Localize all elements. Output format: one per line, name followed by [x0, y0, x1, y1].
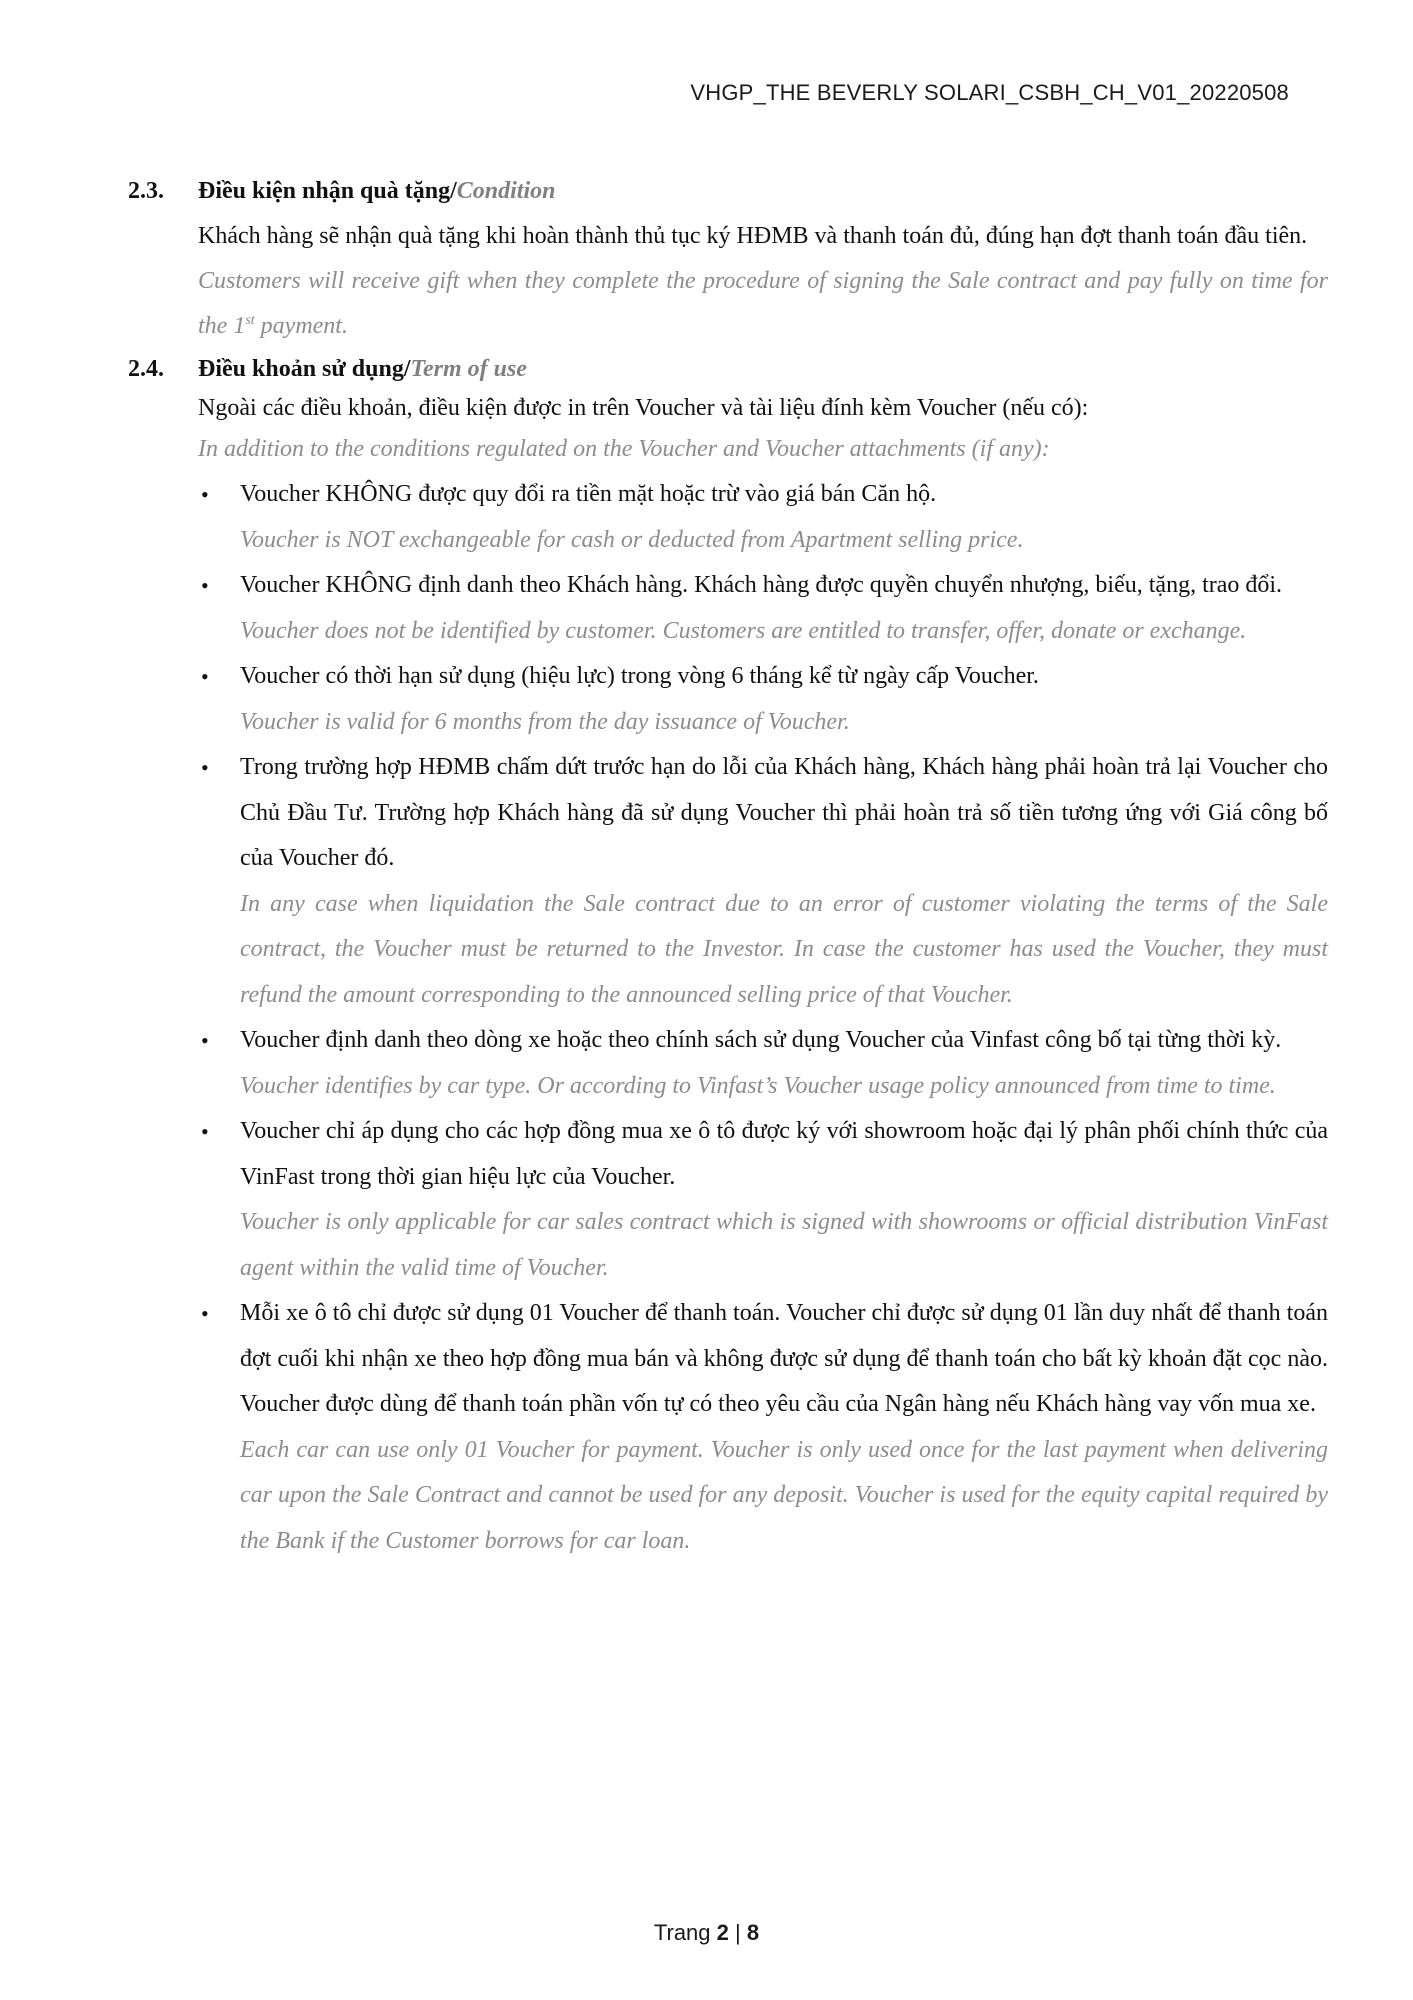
section-title-vi: Điều khoản sử dụng/ — [198, 356, 411, 382]
list-item-text-en: Each car can use only 01 Voucher for payment. Voucher is only used once for the last payment when delivering car upon the Sale Contract and cannot be used for any deposit. Voucher is used for the equity capital required by the Bank if the Customer borrows for car loan. — [240, 1436, 1328, 1554]
list-item-text-vi: Voucher KHÔNG được quy đổi ra tiền mặt hoặc trừ vào giá bán Căn hộ. — [240, 481, 937, 507]
document-code-header: VHGP_THE BEVERLY SOLARI_CSBH_CH_V01_20220508 — [690, 80, 1289, 105]
page-separator: | — [728, 1920, 747, 1945]
section-2-3-paragraph-vi: Khách hàng sẽ nhận quà tặng khi hoàn thành thủ tục ký HĐMB và thanh toán đủ, đúng hạn đợt thanh toán đầu tiên. — [198, 223, 1308, 249]
list-item-text-vi: Trong trường hợp HĐMB chấm dứt trước hạn do lỗi của Khách hàng, Khách hàng phải hoàn trả lại Voucher cho Chủ Đầu Tư. Trường hợp Khách hàng đã sử dụng Voucher thì phải hoàn trả số tiền tương ứng với Giá công bố của Voucher đó. — [240, 754, 1328, 871]
paragraph-en-text-end: payment. — [254, 313, 348, 339]
bullet-icon: • — [201, 1119, 209, 1144]
bullet-icon: • — [201, 1028, 209, 1053]
list-item — [201, 1018, 1328, 1109]
section-title-vi: Điều kiện nhận quà tặng/ — [198, 178, 457, 204]
section-2-4-intro-vi: Ngoài các điều khoản, điều kiện được in trên Voucher và tài liệu đính kèm Voucher (nếu có): — [198, 395, 1089, 421]
list-item — [201, 563, 1328, 654]
page-total-number: 8 — [746, 1920, 760, 1945]
list-item-text-vi: Mỗi xe ô tô chỉ được sử dụng 01 Voucher để thanh toán. Voucher chỉ được sử dụng 01 lần duy nhất để thanh toán đợt cuối khi nhận xe theo hợp đồng mua bán và không được sử dụng để thanh toán cho bất kỳ khoản đặt cọc nào. Voucher được dùng để thanh toán phần vốn tự có theo yêu cầu của Ngân hàng nếu Khách hàng vay vốn mua xe. — [240, 1300, 1328, 1417]
bullet-icon: • — [201, 755, 209, 780]
list-item-text-en: In any case when liquidation the Sale contract due to an error of customer violating the terms of the Sale contract, the Voucher must be returned to the Investor. In case the customer has used the Voucher, they must refund the amount corresponding to the announced selling price of that Voucher. — [240, 890, 1328, 1008]
bullet-icon: • — [201, 482, 209, 507]
terms-bullet-list — [128, 472, 1328, 1564]
list-item-text-en: Voucher does not be identified by customer. Customers are entitled to transfer, offer, donate or exchange. — [240, 617, 1247, 644]
list-item-text-vi: Voucher định danh theo dòng xe hoặc theo chính sách sử dụng Voucher của Vinfast công bố tại từng thời kỳ. — [240, 1027, 1282, 1053]
section-2-3-paragraph-en — [128, 259, 1328, 349]
page-label: Trang — [653, 1920, 717, 1945]
bullet-icon: • — [201, 573, 209, 598]
section-number: 2.3. — [128, 178, 164, 204]
list-item — [201, 745, 1328, 1018]
section-2-4-heading — [128, 349, 1328, 389]
section-2-3-heading — [128, 168, 1328, 214]
list-item — [201, 654, 1328, 745]
list-item — [201, 1109, 1328, 1291]
list-item — [201, 1291, 1328, 1564]
ordinal-superscript: st — [245, 313, 255, 328]
list-item-text-en: Voucher is NOT exchangeable for cash or deducted from Apartment selling price. — [240, 526, 1024, 553]
section-title-en: Term of use — [410, 356, 527, 382]
list-item-text-vi: Voucher chỉ áp dụng cho các hợp đồng mua xe ô tô được ký với showroom hoặc đại lý phân phối chính thức của VinFast trong thời gian hiệu lực của Voucher. — [240, 1118, 1328, 1190]
list-item — [201, 472, 1328, 563]
list-item-text-en: Voucher is only applicable for car sales contract which is signed with showrooms or official distribution VinFast agent within the valid time of Voucher. — [240, 1209, 1328, 1281]
list-item-text-vi: Voucher KHÔNG định danh theo Khách hàng. Khách hàng được quyền chuyển nhượng, biếu, tặng, trao đổi. — [240, 572, 1283, 598]
section-title-en: Condition — [456, 178, 556, 204]
document-body — [128, 168, 1328, 1564]
list-item-text-en: Voucher identifies by car type. Or according to Vinfast’s Voucher usage policy announced from time to time. — [240, 1072, 1276, 1099]
page-current-number: 2 — [716, 1920, 729, 1945]
list-item-text-en: Voucher is valid for 6 months from the day issuance of Voucher. — [240, 708, 850, 735]
section-2-4-intro-en: In addition to the conditions regulated on the Voucher and Voucher attachments (if any): — [198, 436, 1050, 462]
section-number: 2.4. — [128, 356, 164, 382]
bullet-icon: • — [201, 1301, 209, 1326]
bullet-icon: • — [201, 664, 209, 689]
paragraph-en-text: Customers will receive gift when they complete the procedure of signing the Sale contract and pay fully on time for the 1 — [198, 268, 1328, 339]
page-footer — [0, 1920, 1413, 1946]
list-item-text-vi: Voucher có thời hạn sử dụng (hiệu lực) trong vòng 6 tháng kể từ ngày cấp Voucher. — [240, 663, 1039, 689]
